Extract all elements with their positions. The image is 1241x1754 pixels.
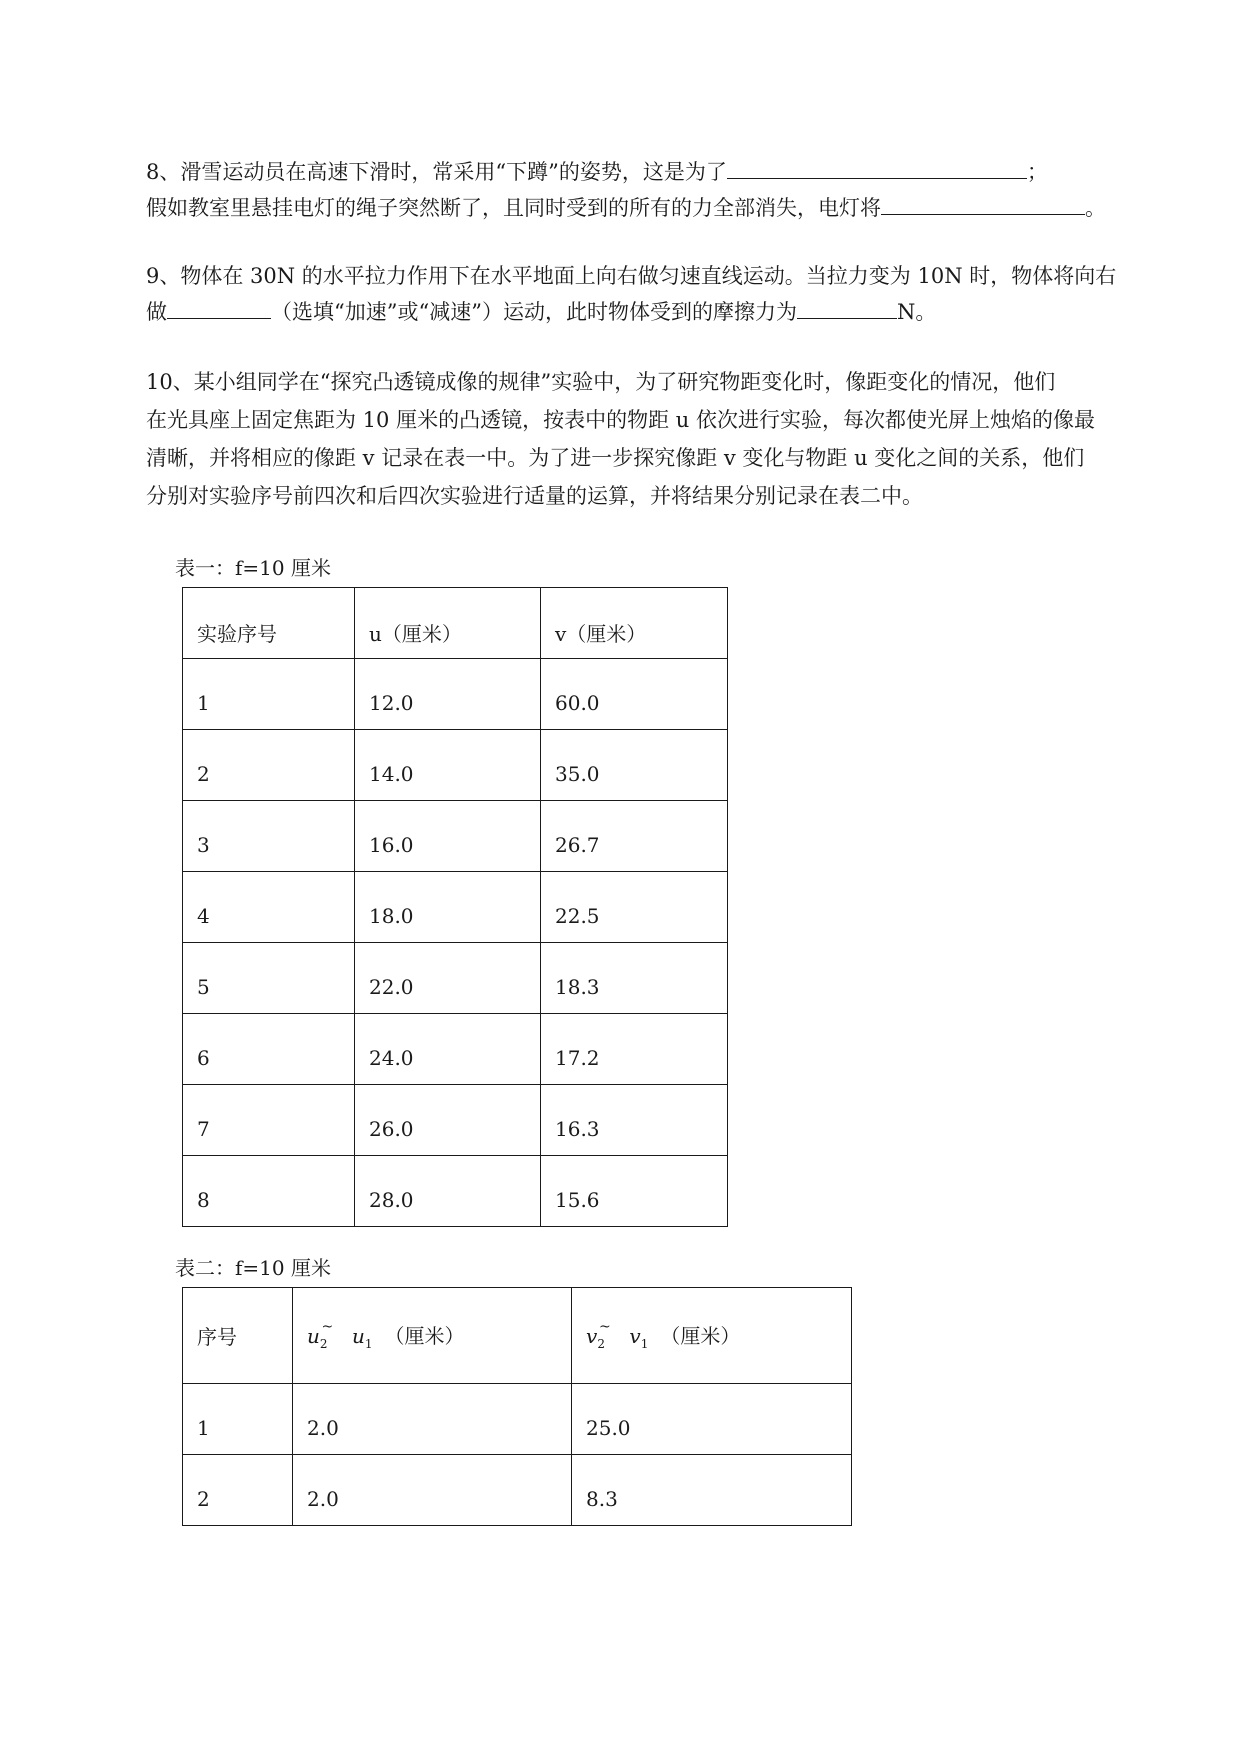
table1-header-cell: v（厘米） [541,588,728,659]
table-cell: 2.0 [293,1384,572,1455]
table-cell: 26.0 [355,1085,541,1156]
table-row [183,1455,852,1526]
q8-answer-blank-1[interactable] [727,156,1027,179]
table-cell: 35.0 [541,730,728,801]
q10-line1: 10、某小组同学在“探究凸透镜成像的规律”实验中，为了研究物距变化时，像距变化的情况，他们 [146,370,1056,394]
q9-line1-text: 9、物体在 30N 的水平拉力作用下在水平地面上向右做匀速直线运动。当拉力变为 10N 时，物体将向右 [146,264,1117,288]
table2-header-cell: $u_2^\sim$ $u_1$ （厘米） [293,1288,572,1384]
table1-header-row [183,588,728,659]
table-cell: 18.3 [541,943,728,1014]
table-cell: 25.0 [572,1384,852,1455]
q8-line2-text: 假如教室里悬挂电灯的绳子突然断了，且同时受到的所有的力全部消失，电灯将 [146,196,881,220]
table-cell: 24.0 [355,1014,541,1085]
table-cell: 7 [183,1085,355,1156]
table-row [183,1156,728,1227]
table1-caption: 表一：f=10 厘米 [175,556,331,580]
table-cell: 2 [183,1455,293,1526]
table-cell: 15.6 [541,1156,728,1227]
q10-line2: 在光具座上固定焦距为 10 厘米的凸透镜，按表中的物距 u 依次进行实验，每次都使光屏上烛焰的像最 [146,408,1095,432]
q10-line3: 清晰，并将相应的像距 v 记录在表一中。为了进一步探究像距 v 变化与物距 u 变化之间的关系，他们 [146,446,1085,470]
table-cell: 12.0 [355,659,541,730]
table-row [183,659,728,730]
table-cell: 1 [183,659,355,730]
table-cell: 17.2 [541,1014,728,1085]
table-cell: 60.0 [541,659,728,730]
table-cell: 5 [183,943,355,1014]
table-row [183,1384,852,1455]
q8-line1-text: 8、滑雪运动员在高速下滑时，常采用“下蹲”的姿势，这是为了 [146,160,727,184]
table-cell: 2.0 [293,1455,572,1526]
table-cell: 8 [183,1156,355,1227]
table-cell: 18.0 [355,872,541,943]
table-cell: 1 [183,1384,293,1455]
table2-header-row [183,1288,852,1384]
table-cell: 3 [183,801,355,872]
v-difference-formula: $v_2^\sim$ $v_1$ [586,1319,649,1351]
table-1 [182,587,728,1227]
table-row [183,801,728,872]
table1-header-cell: u（厘米） [355,588,541,659]
u-difference-formula: $u_2^\sim$ $u_1$ [307,1319,373,1351]
table-cell: 6 [183,1014,355,1085]
table-cell: 8.3 [572,1455,852,1526]
q10-line4: 分别对实验序号前四次和后四次实验进行适量的运算，并将结果分别记录在表二中。 [146,484,923,508]
question-8 [146,154,1156,226]
table-2 [182,1287,852,1526]
table-cell: 14.0 [355,730,541,801]
q9-line2-middle: （选填“加速”或“减速”）运动，此时物体受到的摩擦力为 [271,300,797,324]
table-row [183,1085,728,1156]
table-row [183,943,728,1014]
q9-line2-end: N。 [896,300,937,324]
q9-answer-blank-2[interactable] [797,296,897,319]
table-row [183,872,728,943]
table-cell: 16.0 [355,801,541,872]
table-cell: 4 [183,872,355,943]
table2-caption: 表二：f=10 厘米 [175,1256,331,1280]
table-row [183,1014,728,1085]
q8-line1-end: ； [1026,160,1048,184]
question-10 [146,363,1156,515]
table2-header-cell: 序号 [183,1288,293,1384]
table-cell: 22.0 [355,943,541,1014]
question-9 [146,258,1156,330]
q8-line2-end: 。 [1085,196,1106,220]
table1-header-cell: 实验序号 [183,588,355,659]
q9-line2-start: 做 [146,300,167,324]
table-cell: 28.0 [355,1156,541,1227]
table-cell: 2 [183,730,355,801]
table2-header-cell: $v_2^\sim$ $v_1$ （厘米） [572,1288,852,1384]
q8-answer-blank-2[interactable] [881,192,1085,215]
q9-answer-blank-1[interactable] [167,296,271,319]
table-row [183,730,728,801]
table-cell: 16.3 [541,1085,728,1156]
table-cell: 26.7 [541,801,728,872]
table-cell: 22.5 [541,872,728,943]
